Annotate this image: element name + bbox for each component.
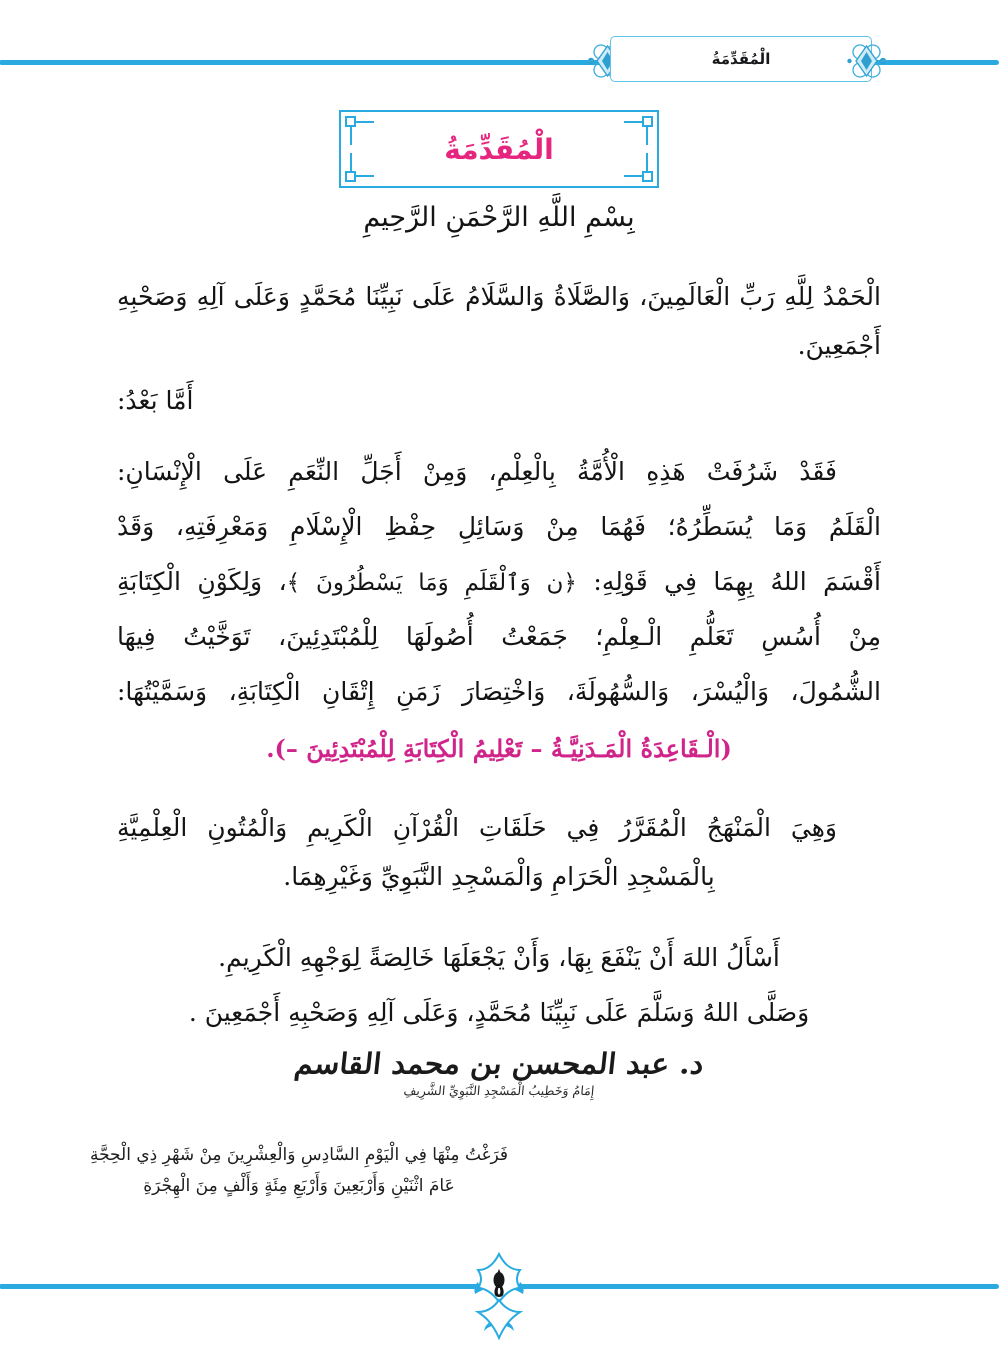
document-body [118, 272, 882, 1043]
page-number: ٥ [494, 1280, 506, 1302]
chapter-title-box [340, 110, 660, 188]
signature-name: د. عبد المحسن بن محمد القاسم [293, 1047, 707, 1082]
page-title: الْمُقَدِّمَةُ [445, 132, 555, 166]
quran-intro-text: أَقْسَمَ اللهُ بِهِمَا فِي قَوْلِهِ: [577, 567, 882, 596]
quran-verse: ﴿ن وَٱلْقَلَمِ وَمَا يَسْطُرُونَ ﴾ [287, 570, 578, 596]
arabesque-ornament-icon [846, 40, 888, 82]
paragraph-line-3 [118, 557, 882, 606]
paragraph-line-4: مِنْ أُسُسِ تَعَلُّمِ الْـعِلْمِ؛ جَمَعْتُ أُصُولَهَا لِلْمُبْتَدِئِينَ، تَوَخَّيْتُ فِيهَا [118, 622, 882, 652]
paragraph-line-5: الشُّمُولَ، وَالْيُسْرَ، وَالسُّهُولَةَ، وَاخْتِصَارَ زَمَنِ إِتْقَانِ الْكِتَابَةِ، وَسَمَّيْتُهَا: [118, 677, 882, 707]
author-signature [0, 1048, 1000, 1098]
running-head-title: الْمُقَدِّمَةُ [712, 50, 772, 68]
paragraph-amma-badu: أَمَّا بَعْدُ: [118, 386, 195, 415]
paragraph-line-1: فَقَدْ شَرُفَتْ هَذِهِ الْأُمَّةُ بِالْعِلْمِ، وَمِنْ أَجَلِّ النِّعَمِ عَلَى الْإِنْسَانِ: [118, 457, 838, 486]
page-footer [0, 1250, 1000, 1360]
book-title-line [118, 724, 882, 773]
paragraph-salat: وَصَلَّى اللهُ وَسَلَّمَ عَلَى نَبِيِّنَا مُحَمَّدٍ، وَعَلَى آلِهِ وَصَحْبِهِ أَجْمَعِينَ . [189, 998, 811, 1028]
paragraph-curriculum: وَهِيَ الْمَنْهَجُ الْمُقَرَّرُ فِي حَلَقَاتِ الْقُرْآنِ الْكَرِيمِ وَالْمُتُونِ الْعِلْمِيَّةِ بِالْمَسْجِدِ الْحَرَامِ وَالْمَسْجِدِ النَّبَوِيِّ وَغَيْرِهِمَا. [118, 813, 838, 892]
signature-role: إِمَامُ وَخَطِيبُ الْمَسْجِدِ النَّبَوِيِّ الشَّرِيفِ [403, 1083, 597, 1098]
paragraph-line-2: الْقَلَمُ وَمَا يُسَطِّرُهُ؛ فَهُمَا مِنْ وَسَائِلِ حِفْظِ الْإِسْلَامِ وَمَعْرِفَتِهِ، وَقَدْ [118, 512, 882, 541]
paragraph-spacer [118, 431, 882, 447]
paragraph-spacer [118, 907, 882, 933]
paragraph-spacer [118, 777, 882, 803]
basmala [0, 202, 1000, 233]
book-title-text: (الْـقَاعِدَةُ الْمَـدَنِيَّـةُ – تَعْلِيمُ الْكِتَابَةِ لِلْمُبْتَدِئِينَ –). [267, 734, 733, 764]
quran-outro-text: ، وَلِكَوْنِ الْكِتَابَةِ [118, 567, 288, 596]
basmala-text: بِسْمِ اللَّهِ الرَّحْمَنِ الرَّحِيمِ [364, 202, 636, 233]
colophon-line-1: فَرَغْتُ مِنْهَا فِي الْيَوْمِ السَّادِسِ وَالْعِشْرِينَ مِنْ شَهْرِ ذِي الْحِجَّةِ [90, 1145, 510, 1165]
colophon-date [60, 1140, 540, 1203]
page-header [0, 0, 1000, 100]
paragraph-hamdalah: الْحَمْدُ لِلَّهِ رَبِّ الْعَالَمِينَ، وَالصَّلَاةُ وَالسَّلَامُ عَلَى نَبِيِّنَا مُحَمَّدٍ وَعَلَى آلِهِ وَصَحْبِهِ أَجْمَعِينَ. [118, 282, 882, 360]
colophon-line-2: عَامَ اثْنَيْنِ وَأَرْبَعِينَ وَأَرْبَعِ مِئَةٍ وَأَلْفٍ مِنَ الْهِجْرَةِ [144, 1176, 456, 1197]
paragraph-dua: أَسْأَلُ اللهَ أَنْ يَنْفَعَ بِهَا، وَأَنْ يَجْعَلَهَا خَالِصَةً لِوَجْهِهِ الْكَرِيمِ. [219, 943, 781, 973]
